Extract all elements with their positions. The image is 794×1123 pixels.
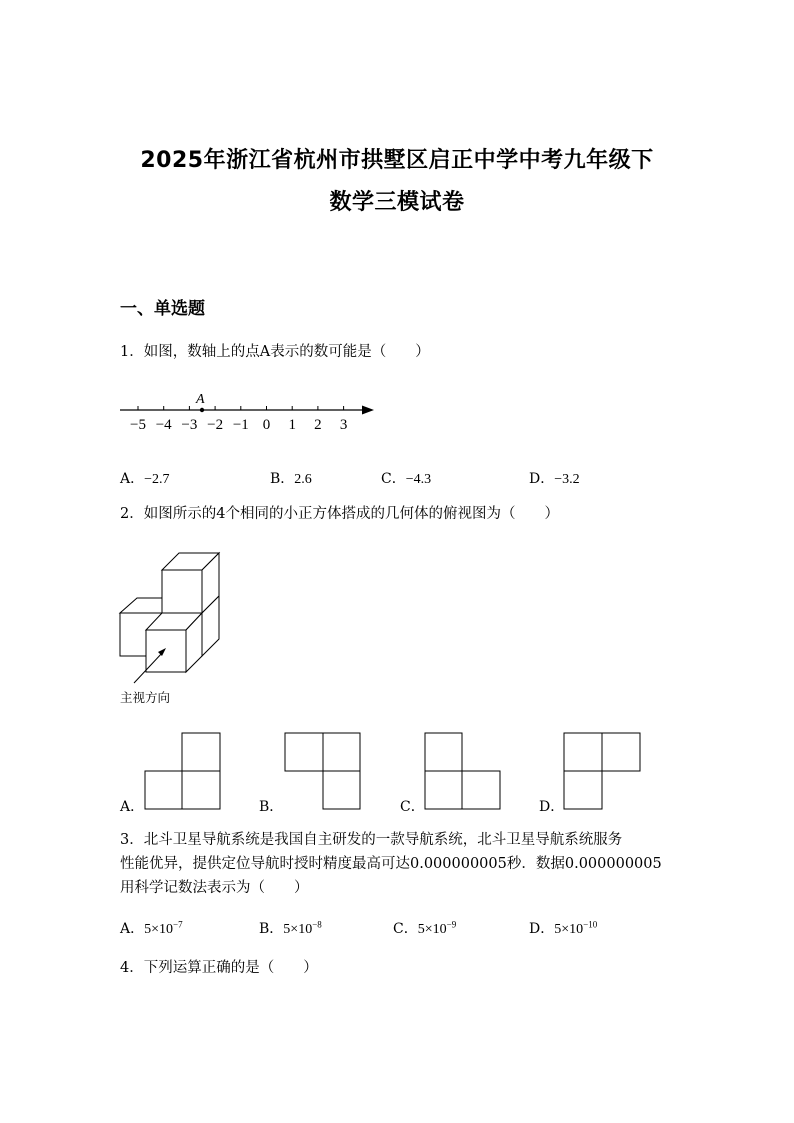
q3-option-d[interactable]	[529, 918, 597, 938]
q1-option-b-value: 2.6	[294, 472, 312, 487]
section-heading-single-choice: 一、单选题	[120, 299, 205, 319]
q3-option-a-exponent: −7	[173, 919, 183, 930]
q3-option-d-letter: D．	[529, 921, 555, 937]
document-title-line1: 2025年浙江省杭州市拱墅区启正中学中考九年级下	[140, 148, 654, 173]
q3-option-a-letter: A．	[120, 921, 145, 937]
number-line-tick-label: 0	[262, 417, 271, 433]
question-1-stem: 1．如图，数轴上的点A表示的数可能是（ ）	[120, 344, 430, 360]
q1-option-c-letter: C．	[381, 471, 406, 487]
q3-option-c-exponent: −9	[446, 919, 457, 930]
q1-option-a[interactable]	[120, 468, 170, 488]
question-3-line-3: 用科学记数法表示为（ ）	[120, 880, 309, 896]
q1-option-d-value: −3.2	[554, 472, 580, 487]
question-2-stem: 2．如图所示的4个相同的小正方体搭成的几何体的俯视图为（ ）	[120, 506, 559, 522]
q3-option-d-base: 5×10	[554, 922, 584, 937]
view-direction-label: 主视方向	[120, 690, 171, 705]
cube-stack-figure	[114, 548, 226, 708]
q3-option-b-letter: B．	[259, 921, 284, 937]
question-3-line-1: 3．北斗卫星导航系统是我国自主研发的一款导航系统，北斗卫星导航系统服务	[120, 832, 623, 848]
q3-option-a-base: 5×10	[144, 922, 174, 937]
q2-option-d-letter[interactable]: D．	[539, 799, 565, 815]
number-line-tick-label: −5	[130, 417, 146, 433]
number-line-tick-label: 3	[339, 417, 348, 433]
q1-option-b[interactable]	[270, 468, 312, 488]
q1-option-d[interactable]	[529, 468, 580, 488]
q3-option-b[interactable]	[259, 918, 322, 938]
q2-option-b-letter[interactable]: B．	[259, 799, 284, 815]
q3-option-b-base: 5×10	[283, 922, 313, 937]
number-line-tick-label: −1	[232, 417, 249, 433]
question-4-stem: 4．下列运算正确的是（ ）	[120, 960, 318, 976]
q2-option-c-letter[interactable]: C．	[400, 799, 425, 815]
q1-option-a-letter: A．	[120, 471, 145, 487]
q3-option-b-exponent: −8	[312, 919, 322, 930]
number-line-tick-label: 1	[288, 417, 296, 433]
q3-option-c-letter: C．	[393, 921, 418, 937]
q1-option-d-letter: D．	[529, 471, 555, 487]
front-cube-front-face	[146, 630, 186, 672]
q2-option-a-figure[interactable]	[144, 732, 224, 812]
number-line-tick-label: −4	[155, 417, 172, 433]
q2-option-b-figure[interactable]	[284, 732, 364, 812]
question-3-line-2: 性能优异，提供定位导航时授时精度最高可达0.000000005秒．数据0.000000005	[120, 856, 662, 872]
q3-option-c-base: 5×10	[417, 922, 447, 937]
q1-option-a-value: −2.7	[144, 472, 170, 487]
q1-option-c-value: −4.3	[405, 472, 432, 487]
q2-option-c-figure[interactable]	[424, 732, 504, 812]
number-line-tick-label: −2	[207, 417, 224, 433]
q2-option-a-letter[interactable]: A．	[120, 799, 145, 815]
q2-option-d-figure[interactable]	[563, 732, 643, 812]
number-line-tick-label: 2	[314, 417, 322, 433]
number-line-figure	[112, 388, 382, 436]
document-title-line2: 数学三模试卷	[329, 190, 465, 215]
q3-option-d-exponent: −10	[583, 919, 598, 930]
point-a-dot	[200, 408, 204, 412]
number-line-arrowhead	[362, 406, 374, 415]
left-cube-top-face	[120, 598, 162, 613]
point-a-label: A	[196, 392, 205, 407]
q3-option-c[interactable]	[393, 918, 456, 938]
q1-option-c[interactable]	[381, 468, 431, 488]
number-line-tick-label: −3	[181, 417, 198, 433]
q3-option-a[interactable]	[120, 918, 183, 938]
q1-option-b-letter: B．	[270, 471, 295, 487]
top-cube-front-face	[162, 570, 202, 613]
